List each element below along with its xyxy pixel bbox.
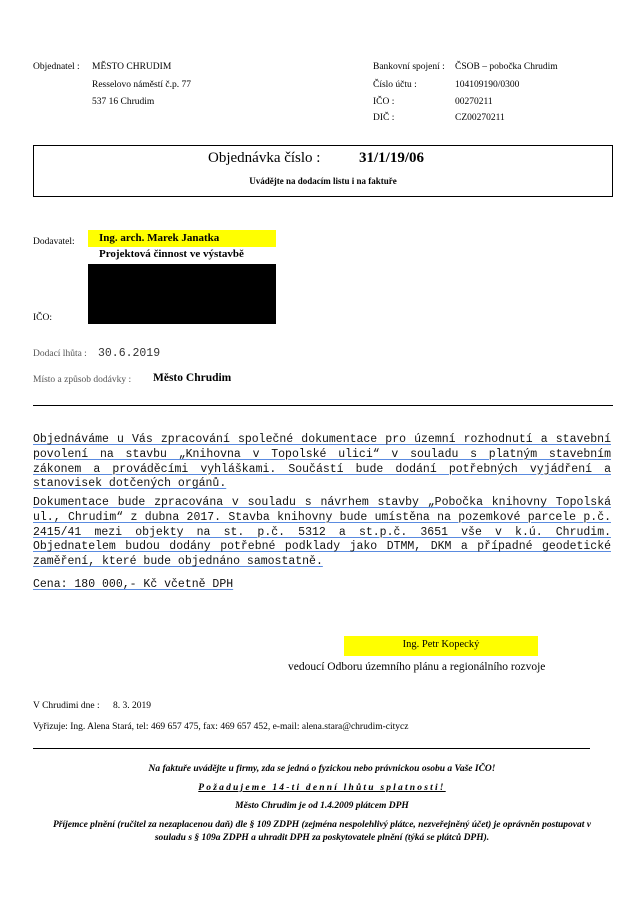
orderer-city: 537 16 Chrudim <box>92 97 155 107</box>
deadline-value: 30.6.2019 <box>98 347 161 360</box>
signature-role: vedoucí Odboru územního plánu a regionálního rozvoje <box>288 661 546 673</box>
order-box <box>33 145 613 197</box>
redacted-block <box>88 264 276 324</box>
bank-ico-label: IČO : <box>373 97 395 107</box>
order-subtitle: Uvádějte na dodacím listu i na faktuře <box>249 176 397 186</box>
footer-line-1: Na faktuře uvádějte u firmy, zda se jedná o fyzickou nebo právnickou osobu a Vaše IČO! <box>148 764 496 774</box>
order-title-label: Objednávka číslo : <box>208 150 321 166</box>
orderer-label: Objednatel : <box>33 62 80 72</box>
supplier-label: Dodavatel: <box>33 237 75 247</box>
bank-ico-value: 00270211 <box>455 97 493 107</box>
divider-line <box>33 405 613 406</box>
footer-line-4: Příjemce plnění (ručitel za nezaplacenou daň) dle § 109 ZDPH (zejména nespolehlivý plátce, nezveřejněný účet) je oprávněn postupovat v souladu s § 109a ZDPH a uhradit DPH za poskytovatele plnění (týká se plátců DPH). <box>52 820 591 843</box>
issued-date: 8. 3. 2019 <box>113 701 151 711</box>
dic-label: DIČ : <box>373 113 395 123</box>
order-number: 31/1/19/06 <box>359 150 425 166</box>
account-label: Číslo účtu : <box>373 80 417 90</box>
orderer-street: Resselovo náměstí č.p. 77 <box>92 80 191 90</box>
signature-name: Ing. Petr Kopecký <box>402 639 480 650</box>
body-paragraph-1: Objednáváme u Vás zpracování společné dokumentace pro územní rozhodnutí a stavební povolení na stavbu „Knihovna v Topolské ulici“ v souladu s platným stavebním zákonem a prováděcími vyhláškami. Součástí bude dodání potřebných vyjádření a stanovisek dotčených orgánů. <box>33 433 611 491</box>
supplier-name: Ing. arch. Marek Janatka <box>99 232 220 244</box>
deadline-label: Dodací lhůta : <box>33 349 87 359</box>
supplier-activity: Projektová činnost ve výstavbě <box>99 248 244 260</box>
orderer-name: MĚSTO CHRUDIM <box>92 62 172 72</box>
bank-value: ČSOB – pobočka Chrudim <box>455 62 558 72</box>
issued-label: V Chrudimi dne : <box>33 701 100 711</box>
dic-value: CZ00270211 <box>455 113 505 123</box>
price-line: Cena: 180 000,- Kč včetně DPH <box>33 578 234 591</box>
bank-label: Bankovní spojení : <box>373 62 445 72</box>
contact-line: Vyřizuje: Ing. Alena Stará, tel: 469 657 475, fax: 469 657 452, e-mail: alena.stara@chrudim-citycz <box>33 722 409 732</box>
supplier-ico-label: IČO: <box>33 313 52 323</box>
place-value: Město Chrudim <box>153 372 232 384</box>
footer-line-2: Požadujeme 14-ti denní lhůtu splatnosti! <box>198 783 446 793</box>
footer-line-3: Město Chrudim je od 1.4.2009 plátcem DPH <box>235 801 409 811</box>
account-value: 104109190/0300 <box>455 80 520 90</box>
place-label: Místo a způsob dodávky : <box>33 375 132 385</box>
body-paragraph-2: Dokumentace bude zpracována v souladu s návrhem stavby „Pobočka knihovny Topolská ul., Chrudim“ z dubna 2017. Stavba knihovny bude umístěna na pozemkové parcele p.č. 2415/41 mezi objekty na st. p.č. 5312 a st.p.č. 3651 vše v k.ú. Chrudim. Objednatelem budou dodány potřebné podklady jako DTMM, DKM a případné geodetické zaměření, které bude objednáno samostatně. <box>33 496 611 569</box>
footer-divider <box>33 748 590 749</box>
